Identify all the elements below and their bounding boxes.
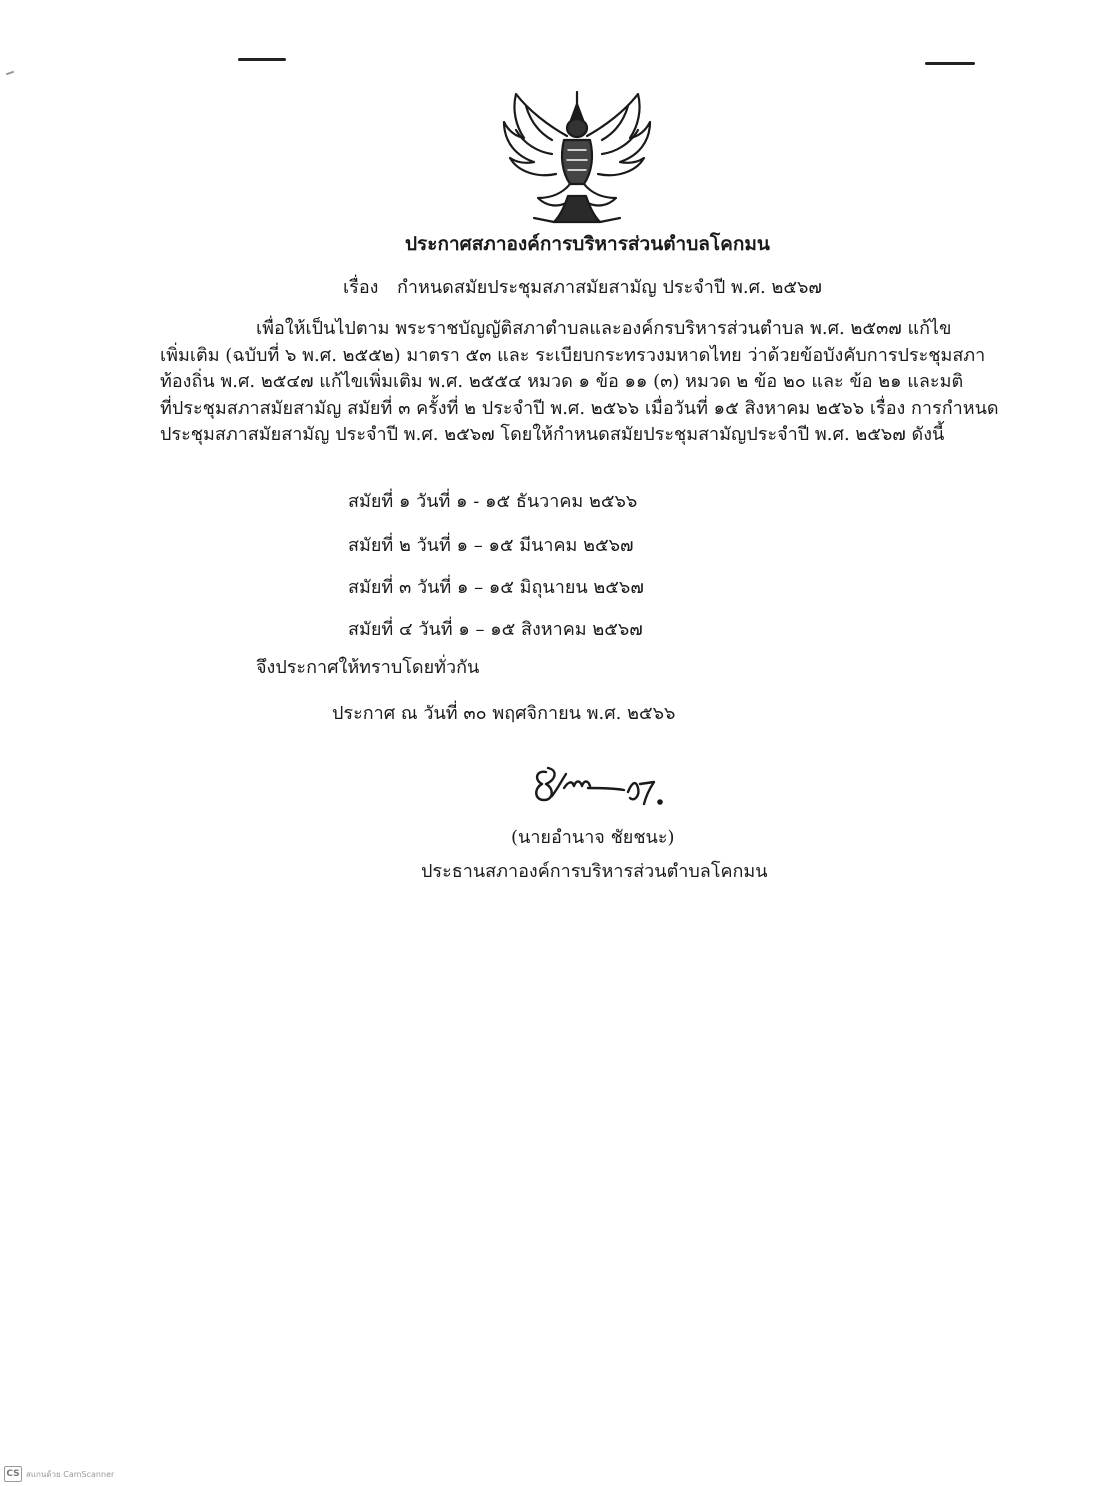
- signer-position: ประธานสภาองค์การบริหารส่วนตำบลโคกมน: [421, 861, 768, 882]
- scan-artifact: [6, 71, 14, 76]
- body-line: ที่ประชุมสภาสมัยสามัญ สมัยที่ ๓ ครั้งที่ ๒ ประจำปี พ.ศ. ๒๕๖๖ เมื่อวันที่ ๑๕ สิงหาคม ๒๕๖๖ เรื่อง การกำหนด: [160, 397, 999, 419]
- body-paragraph: [160, 316, 999, 449]
- subject-label: เรื่อง: [343, 277, 379, 298]
- body-line: เพื่อให้เป็นไปตาม พระราชบัญญัติสภาตำบลและองค์กรบริหารส่วนตำบล พ.ศ. ๒๕๓๗ แก้ไข: [256, 318, 952, 339]
- schedule-item: สมัยที่ ๓ วันที่ ๑ – ๑๕ มิถุนายน ๒๕๖๗: [348, 577, 644, 598]
- body-line: เพิ่มเติม (ฉบับที่ ๖ พ.ศ. ๒๕๕๒) มาตรา ๕๓ และ ระเบียบกระทรวงมหาดไทย ว่าด้วยข้อบังคับการประชุมสภา: [160, 344, 986, 366]
- signer-name: (นายอำนาจ ชัยชนะ): [511, 827, 675, 848]
- document-title: ประกาศสภาองค์การบริหารส่วนตำบลโคกมน: [405, 233, 770, 255]
- body-line: ท้องถิ่น พ.ศ. ๒๕๔๗ แก้ไขเพิ่มเติม พ.ศ. ๒๕๕๔ หมวด ๑ ข้อ ๑๑ (๓) หมวด ๒ ข้อ ๒๐ และ ข้อ ๒๑ และมติ: [160, 371, 964, 392]
- corner-mark-right: [925, 62, 975, 65]
- subject-text: กำหนดสมัยประชุมสภาสมัยสามัญ ประจำปี พ.ศ. ๒๕๖๗: [397, 277, 822, 298]
- schedule-item: สมัยที่ ๔ วันที่ ๑ – ๑๕ สิงหาคม ๒๕๖๗: [348, 619, 643, 640]
- corner-mark-left: [238, 58, 286, 61]
- schedule-item: สมัยที่ ๑ วันที่ ๑ - ๑๕ ธันวาคม ๒๕๖๖: [348, 491, 638, 512]
- closing-text: จึงประกาศให้ทราบโดยทั่วกัน: [256, 657, 480, 678]
- schedule-item: สมัยที่ ๒ วันที่ ๑ – ๑๕ มีนาคม ๒๕๖๗: [348, 535, 634, 556]
- scanner-watermark: [4, 1466, 114, 1482]
- handwritten-signature: [528, 758, 678, 818]
- garuda-emblem-icon: [494, 86, 660, 226]
- camscanner-logo-icon: CS: [4, 1466, 22, 1482]
- body-line: ประชุมสภาสมัยสามัญ ประจำปี พ.ศ. ๒๕๖๗ โดยให้กำหนดสมัยประชุมสามัญประจำปี พ.ศ. ๒๕๖๗ ดังนี้: [160, 424, 945, 445]
- announcement-date: ประกาศ ณ วันที่ ๓๐ พฤศจิกายน พ.ศ. ๒๕๖๖: [332, 703, 676, 724]
- document-subject: [343, 276, 822, 300]
- scanner-text: สแกนด้วย CamScanner: [26, 1469, 115, 1479]
